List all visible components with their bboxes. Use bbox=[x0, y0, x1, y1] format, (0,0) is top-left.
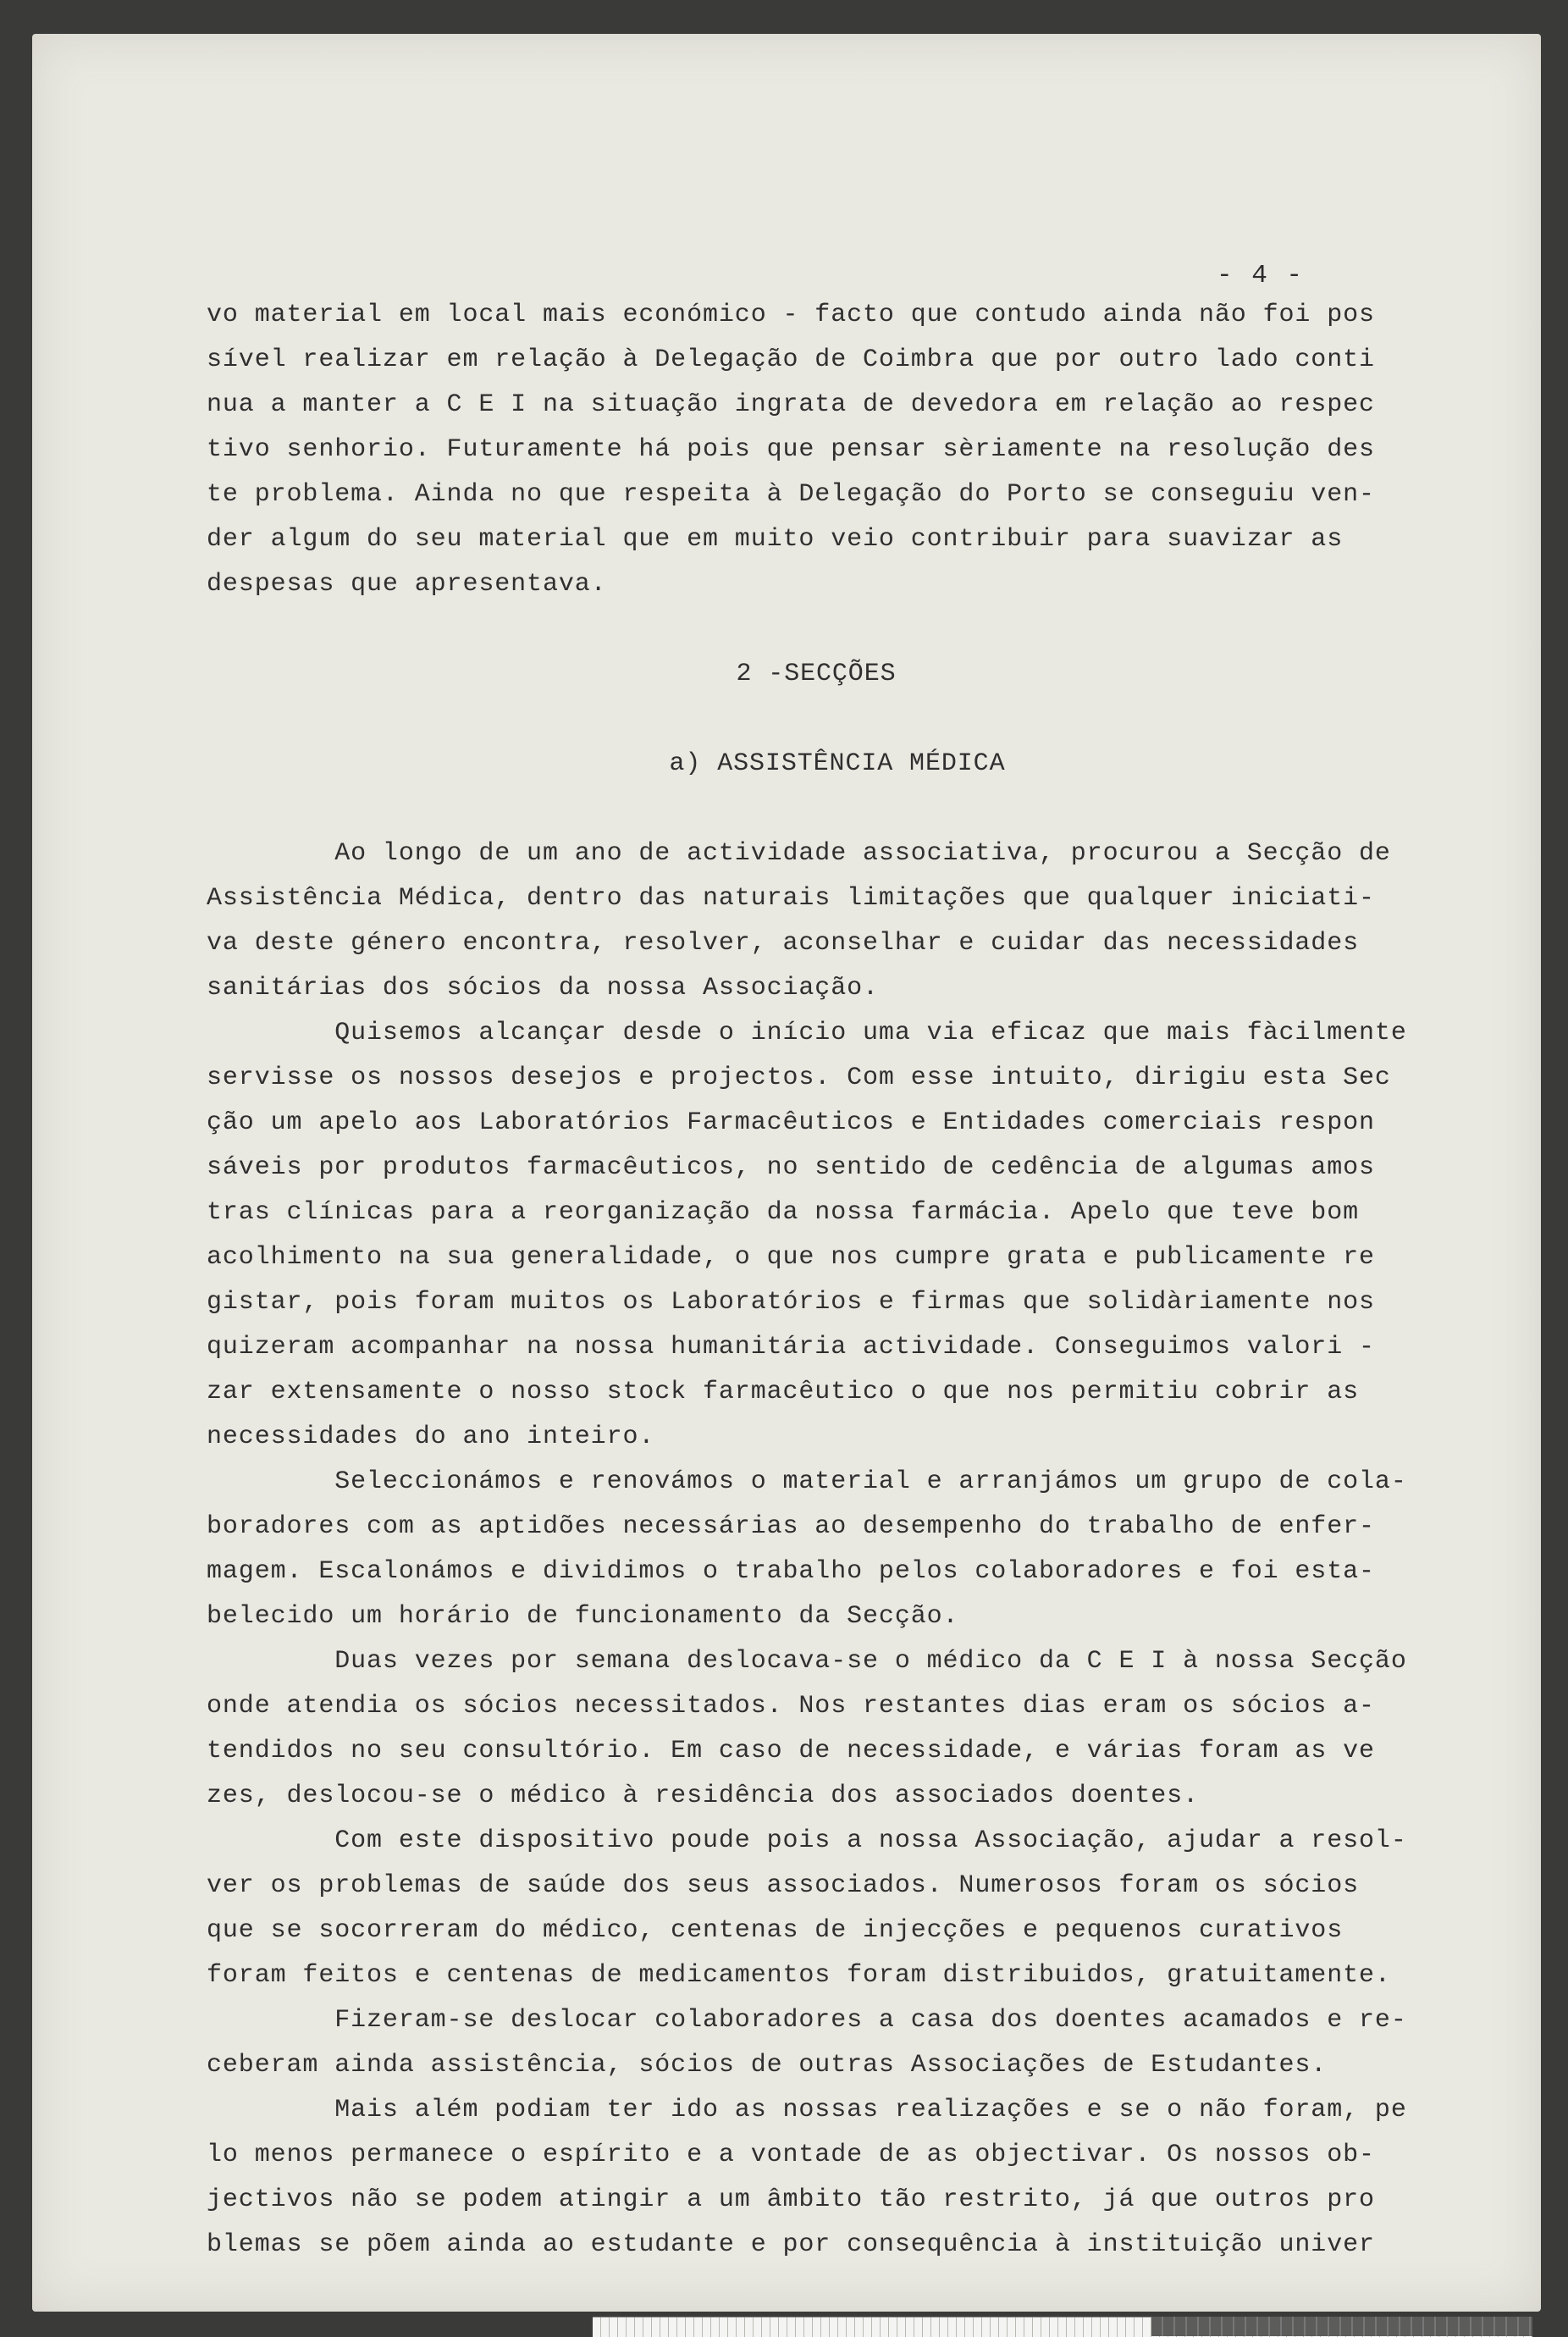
text-line: tendidos no seu consultório. Em caso de necessidade, e várias foram as ve bbox=[207, 1737, 1375, 1765]
text-line: foram feitos e centenas de medicamentos foram distribuidos, gratuitamente. bbox=[207, 1961, 1391, 1990]
text-line: acolhimento na sua generalidade, o que nos cumpre grata e publicamente re bbox=[207, 1243, 1375, 1272]
text-line: gistar, pois foram muitos os Laboratórios e firmas que solidàriamente nos bbox=[207, 1288, 1375, 1317]
text-line: magem. Escalonámos e dividimos o trabalho pelos colaboradores e foi esta- bbox=[207, 1557, 1375, 1586]
scale-bar-segment bbox=[1151, 2317, 1532, 2336]
text-line: lo menos permanece o espírito e a vontade de as objectivar. Os nossos ob- bbox=[207, 2141, 1375, 2169]
text-line: que se socorreram do médico, centenas de injecções e pequenos curativos bbox=[207, 1916, 1344, 1945]
text-line: sível realizar em relação à Delegação de Coimbra que por outro lado conti bbox=[207, 345, 1375, 374]
text-line: Com este dispositivo poude pois a nossa Associação, ajudar a resol- bbox=[207, 1826, 1407, 1855]
text-line: tivo senhorio. Futuramente há pois que pensar sèriamente na resolução des bbox=[207, 435, 1375, 464]
text-line: nua a manter a C E I na situação ingrata de devedora em relação ao respec bbox=[207, 390, 1375, 419]
text-line: boradores com as aptidões necessárias ao desempenho do trabalho de enfer- bbox=[207, 1512, 1375, 1541]
text-line: despesas que apresentava. bbox=[207, 570, 607, 599]
text-line: servisse os nossos desejos e projectos. Com esse intuito, dirigiu esta Sec bbox=[207, 1064, 1391, 1092]
text-line: zar extensamente o nosso stock farmacêutico o que nos permitiu cobrir as bbox=[207, 1378, 1360, 1406]
text-line: Quisemos alcançar desde o início uma via eficaz que mais fàcilmente bbox=[207, 1019, 1407, 1047]
text-line: sanitárias dos sócios da nossa Associação. bbox=[207, 974, 879, 1003]
text-line: Assistência Médica, dentro das naturais limitações que qualquer iniciati- bbox=[207, 884, 1375, 913]
text-line: jectivos não se podem atingir a um âmbito tão restrito, já que outros pro bbox=[207, 2185, 1375, 2214]
text-line: belecido um horário de funcionamento da Secção. bbox=[207, 1602, 959, 1631]
text-line: ção um apelo aos Laboratórios Farmacêuticos e Entidades comerciais respon bbox=[207, 1108, 1375, 1137]
text-line: vo material em local mais económico - facto que contudo ainda não foi pos bbox=[207, 301, 1375, 329]
text-line: te problema. Ainda no que respeita à Delegação do Porto se conseguiu ven- bbox=[207, 480, 1375, 509]
section-heading: 2 -SECÇÕES bbox=[736, 660, 897, 688]
text-line: quizeram acompanhar na nossa humanitária actividade. Conseguimos valori - bbox=[207, 1333, 1375, 1362]
text-line: Duas vezes por semana deslocava-se o médico da C E I à nossa Secção bbox=[207, 1647, 1407, 1676]
text-line: necessidades do ano inteiro. bbox=[207, 1423, 655, 1451]
text-line: zes, deslocou-se o médico à residência dos associados doentes. bbox=[207, 1782, 1199, 1810]
text-line: sáveis por produtos farmacêuticos, no sentido de cedência de algumas amos bbox=[207, 1153, 1375, 1182]
text-line: va deste género encontra, resolver, aconselhar e cuidar das necessidades bbox=[207, 929, 1360, 958]
text-line: blemas se põem ainda ao estudante e por consequência à instituição univer bbox=[207, 2230, 1375, 2259]
text-line: onde atendia os sócios necessitados. Nos restantes dias eram os sócios a- bbox=[207, 1692, 1375, 1721]
text-line: ceberam ainda assistência, sócios de outras Associações de Estudantes. bbox=[207, 2051, 1328, 2080]
text-line: ver os problemas de saúde dos seus associados. Numerosos foram os sócios bbox=[207, 1871, 1360, 1900]
text-line: Seleccionámos e renovámos o material e arranjámos um grupo de cola- bbox=[207, 1467, 1407, 1496]
document-page bbox=[32, 34, 1541, 2312]
text-line: der algum do seu material que em muito veio contribuir para suavizar as bbox=[207, 525, 1344, 554]
text-line: Mais além podiam ter ido as nossas realizações e se o não foram, pe bbox=[207, 2096, 1407, 2124]
document-body bbox=[207, 293, 1407, 2268]
text-line: Ao longo de um ano de actividade associativa, procurou a Secção de bbox=[207, 839, 1391, 868]
subsection-heading: a) ASSISTÊNCIA MÉDICA bbox=[669, 749, 1006, 778]
text-line: Fizeram-se deslocar colaboradores a casa dos doentes acamados e re- bbox=[207, 2006, 1407, 2035]
text-line: tras clínicas para a reorganização da nossa farmácia. Apelo que teve bom bbox=[207, 1198, 1360, 1227]
page-number: - 4 - bbox=[1216, 261, 1304, 290]
